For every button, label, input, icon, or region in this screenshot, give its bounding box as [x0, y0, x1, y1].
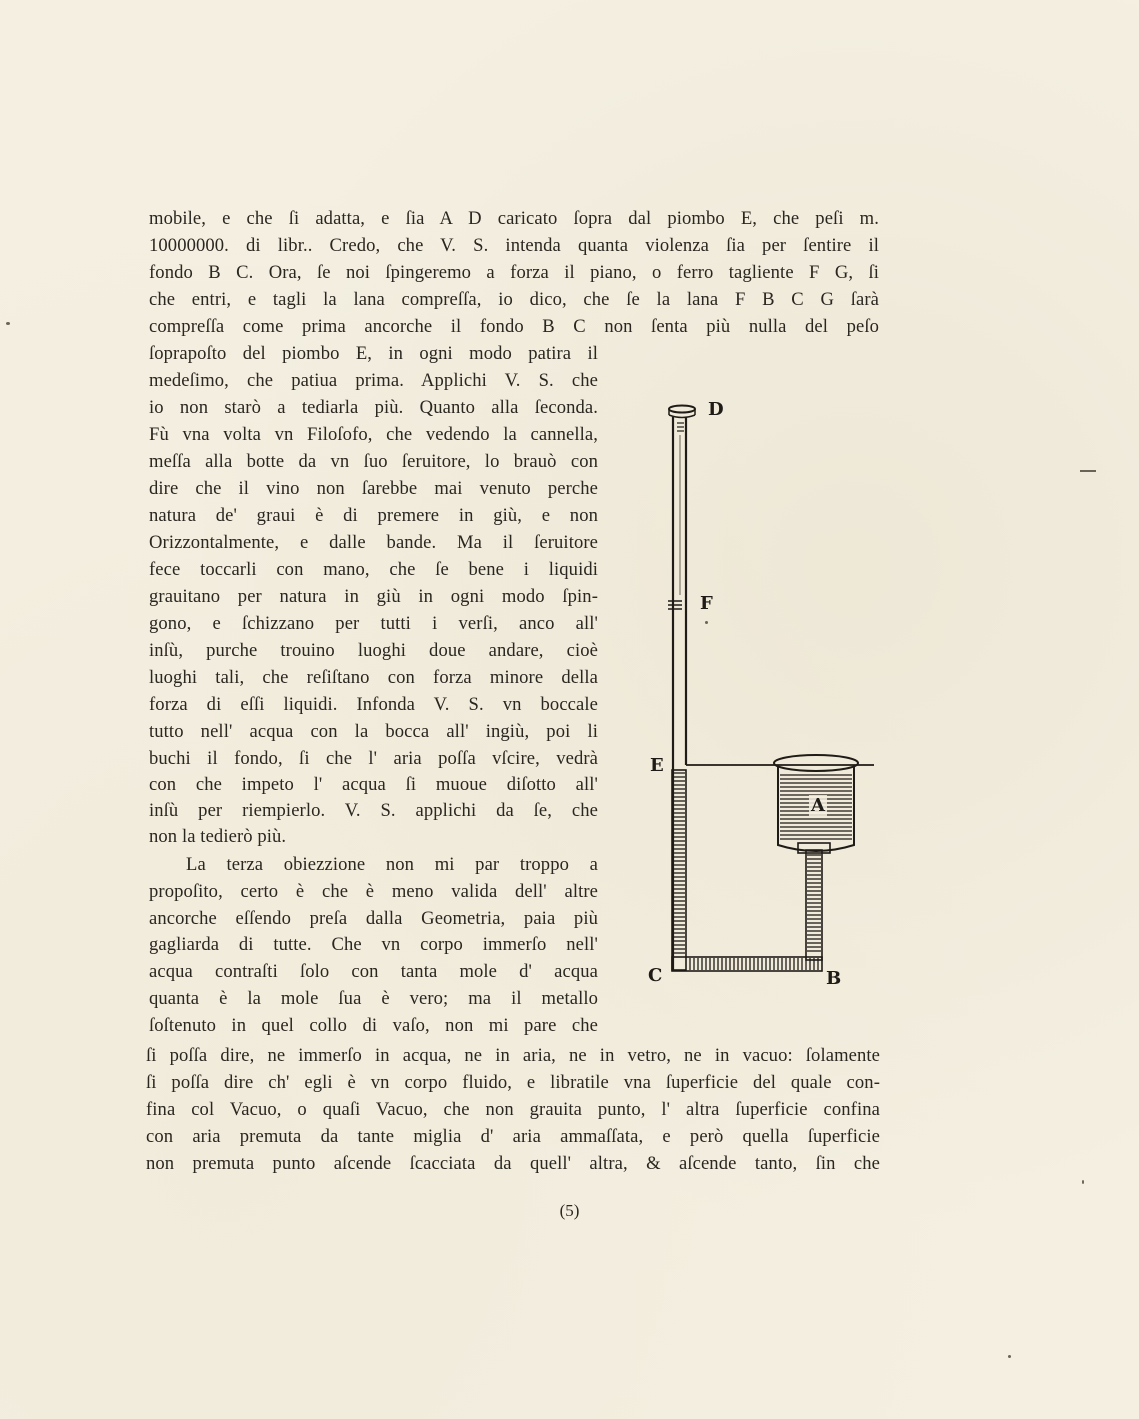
text-line: Orizzontalmente, e dalle bande. Ma il ſeruitore — [149, 532, 598, 553]
text-line: medeſimo, che patiua prima. Applichi V. S. che — [149, 370, 598, 391]
paper-mark — [1008, 1355, 1011, 1358]
text-line: inſù per riempierlo. V. S. applichi da ſe, che — [149, 800, 598, 821]
label-d: D — [708, 399, 724, 420]
text-line: ſoprapoſto del piombo E, in ogni modo patira il — [149, 343, 598, 364]
paper-mark — [1082, 1180, 1084, 1184]
label-e: E — [650, 755, 664, 776]
text-line: che entri, e tagli la lana compreſſa, io dico, che ſe la lana F B C G ſarà — [149, 289, 879, 310]
text-line: non la tedierò più. — [149, 826, 287, 847]
text-line: non premuta punto aſcende ſcacciata da quell' altra, & aſcende tanto, ſin che — [146, 1153, 880, 1174]
text-line: grauitano per natura in giù in ogni modo ſpin- — [149, 586, 598, 607]
text-line: acqua contraſti ſolo con tanta mole d' acqua — [149, 961, 598, 982]
text-line: con aria premuta da tante miglia d' aria ammaſſata, e però quella ſuperficie — [146, 1126, 880, 1147]
label-a: A — [811, 795, 825, 816]
page-number: (5) — [559, 1201, 580, 1220]
text-line: meſſa alla botte da vn ſuo ſeruitore, lo brauò con — [149, 451, 598, 472]
text-line: gono, e ſchizzano per tutti i verſi, anco all' — [149, 613, 598, 634]
text-line: natura de' graui è di premere in giù, e non — [149, 505, 598, 526]
paper-mark — [6, 322, 10, 325]
apparatus-drawing — [638, 395, 878, 995]
text-line: ſoſtenuto in quel collo di vaſo, non mi pare che — [149, 1015, 598, 1036]
label-b: B — [826, 968, 842, 989]
text-line: tutto nell' acqua con la bocca all' ingiù, poi li — [149, 721, 598, 742]
text-line: ſi poſſa dire ch' egli è vn corpo fluido, e libratile vna ſuperficie del quale con- — [146, 1072, 880, 1093]
text-line: mobile, e che ſi adatta, e ſia A D caricato ſopra dal piombo E, che peſi m. — [149, 208, 879, 229]
text-line: io non starò a tediarla più. Quanto alla ſeconda. — [149, 397, 598, 418]
text-line: propoſito, certo è che è meno valida dell' altre — [149, 881, 598, 902]
paper-mark — [1080, 470, 1096, 472]
label-c: C — [648, 965, 663, 986]
text-line: La terza obiezzione non mi par troppo a — [186, 854, 598, 875]
dot-mark — [705, 621, 708, 624]
text-line: con che impeto l' acqua ſi muoue diſotto all' — [149, 774, 598, 795]
apparatus-figure — [638, 395, 878, 995]
text-line: 10000000. di libr.. Credo, che V. S. intenda quanta violenza ſia per ſentire il — [149, 235, 879, 256]
text-line: ancorche eſſendo preſa dalla Geometria, paia più — [149, 908, 598, 929]
text-line: gagliarda di tutte. Che vn corpo immerſo nell' — [149, 934, 598, 955]
text-line: fina col Vacuo, o quaſi Vacuo, che non grauita punto, l' altra ſuperficie confina — [146, 1099, 880, 1120]
text-line: luoghi tali, che reſiſtano con forza minore della — [149, 667, 598, 688]
text-line: compreſſa come prima ancorche il fondo B C non ſenta più nulla del peſo — [149, 316, 879, 337]
text-line: dire che il vino non ſarebbe mai venuto perche — [149, 478, 598, 499]
text-line: quanta è la mole ſua è vero; ma il metallo — [149, 988, 598, 1009]
text-line: Fù vna volta vn Filoſofo, che vedendo la cannella, — [149, 424, 598, 445]
text-line: buchi il fondo, ſi che l' aria poſſa vſcire, vedrà — [149, 748, 598, 769]
text-line: inſù, purche trouino luoghi doue andare, cioè — [149, 640, 598, 661]
text-line: ſi poſſa dire, ne immerſo in acqua, ne in aria, ne in vetro, ne in vacuo: ſolamente — [146, 1045, 880, 1066]
text-line: fece toccarli con mano, che ſe bene i liquidi — [149, 559, 598, 580]
text-line: forza di eſſi liquidi. Infonda V. S. vn boccale — [149, 694, 598, 715]
label-f: F — [700, 593, 713, 614]
text-line: fondo B C. Ora, ſe noi ſpingeremo a forza il piano, o ferro tagliente F G, ſi — [149, 262, 879, 283]
